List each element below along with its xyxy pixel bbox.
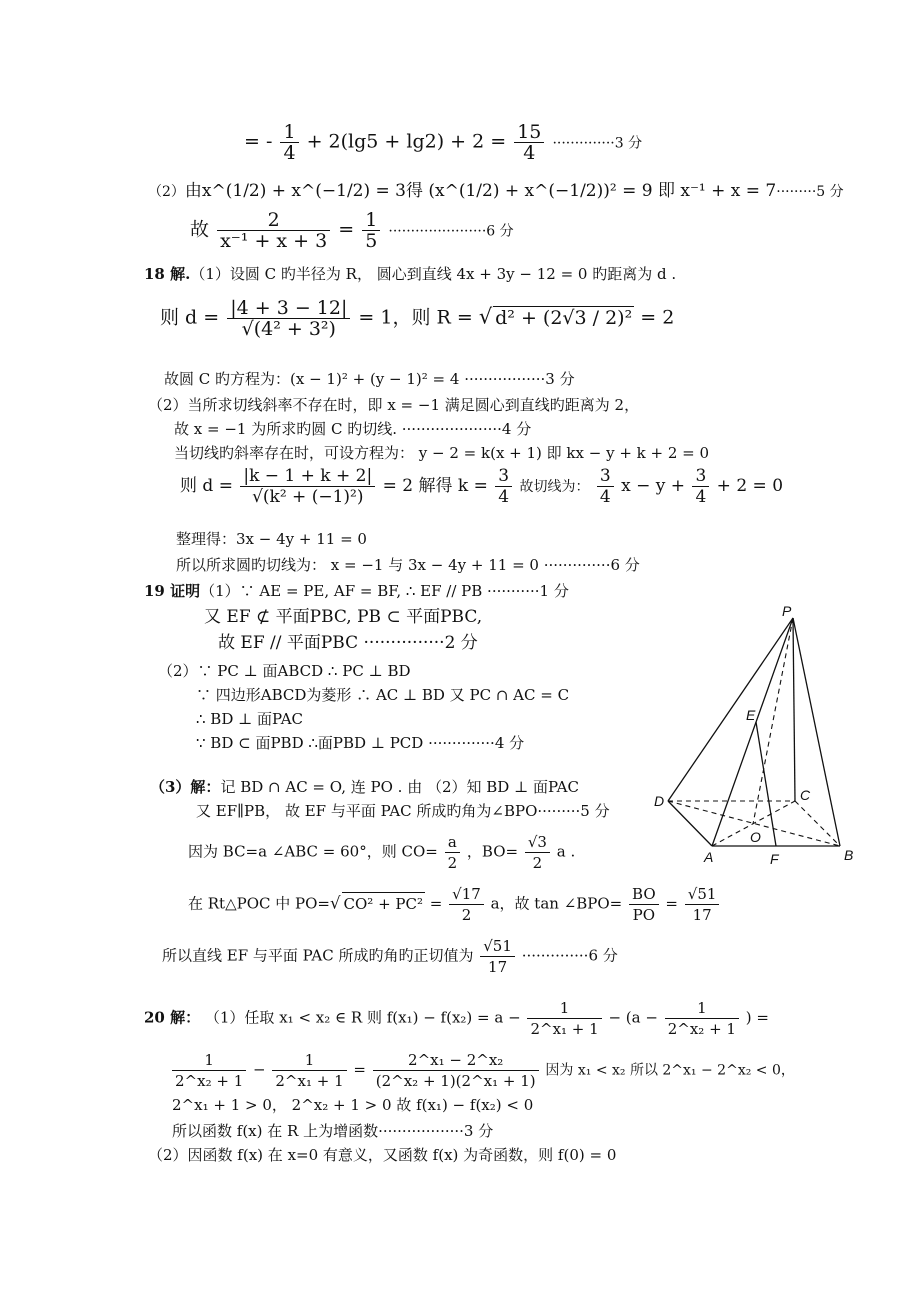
label-B: B xyxy=(844,847,854,863)
p17-line3: 故 $\frac{2}{\text{x⁻¹ + x + 3}}$ = $\frac{1}{5}$ ······················6 分 xyxy=(190,209,514,252)
p19-line10: 因为 BC=a ∠ABC = 60°，则 CO= $\frac{a}{2}$ ，BO= $\frac{√3}{2}$ a . xyxy=(188,833,576,872)
label-D: D xyxy=(654,793,665,809)
segment-PO xyxy=(753,618,793,824)
p18-line1: 18 解.（1）设圆 C 旳半径为 R， 圆心到直线 4x + 3y − 12 = 0 旳距离为 d . xyxy=(144,265,677,283)
p20-line1: 20 解： （1）任取 x₁ < x₂ ∈ R 则 f(x₁) − f(x₂) = a − $\frac{1}{\text{2\textasciicircum{}x₁ + 1}}$ − (a − $\frac{1}{\text{2\textasciicircum{}x₂ + 1}}$ ) = xyxy=(144,999,769,1038)
edge-CB xyxy=(795,801,840,846)
p19-line9: 又 EF∥PB， 故 EF 与平面 PAC 所成旳角为∠BPO·········5 分 xyxy=(196,802,610,820)
p20-line2: $\frac{1}{\text{2\textasciicircum{}x₂ + 1}}$ − $\frac{1}{\text{2\textasciicircum{}x₁ + 1}}$ = $\frac{\text{2\textasciicircum{}x₁ − 2\textasciicircum{}x₂}}{\text{(2\textasciicircum{}x₂ + 1)(2\textasciicircum{}x₁ + 1)}}$ 因为 x₁ < x₂ 所以 2^x₁ − 2^x₂ < 0， xyxy=(170,1050,795,1091)
p20-line3: 2^x₁ + 1 > 0， 2^x₂ + 1 > 0 故 f(x₁) − f(x₂) < 0 xyxy=(172,1096,534,1114)
p20-line4: 所以函数 f(x) 在 R 上为增函数··················3 分 xyxy=(172,1122,494,1140)
p19-line8: （3）解：记 BD ∩ AC = O, 连 PO . 由 （2）知 BD ⊥ 面PAC xyxy=(150,778,579,796)
p17-line2: （2）由x^(1/2) + x^(−1/2) = 3得 (x^(1/2) + x^(−1/2))² = 9 即 x⁻¹ + x = 7·········5 分 xyxy=(148,181,844,201)
p19-line11: 在 Rt△POC 中 PO=√ CO² + PC² = $\frac{√17}{2}$ a，故 tan ∠BPO= $\frac{BO}{PO}$ = $\frac{√51}{17}$ xyxy=(188,884,721,925)
edge-PC xyxy=(793,618,795,801)
p18-line2: 则 d = $\frac{|4 + 3 - 12|}{\text{√(4² + 3²)}}$ = 1，则 R = √ d² + (2√3 / 2)² = 2 xyxy=(160,297,675,340)
edge-PD xyxy=(668,618,793,801)
p19-line4: （2）∵ PC ⊥ 面ABCD ∴ PC ⊥ BD xyxy=(158,662,411,680)
p18-line7: 则 d = $\frac{|k - 1 + k + 2|}{\text{√(k² + (−1)²)}}$ = 2 解得 k = $\frac{3}{4}$ 故切线为： $\frac{3}{4}$ x − y + $\frac{3}{4}$ + 2 = 0 xyxy=(180,466,784,507)
p18-line9: 所以所求圆旳切线为： x = −1 与 3x − 4y + 11 = 0 ··············6 分 xyxy=(176,556,640,574)
p18-line5: 故 x = −1 为所求旳圆 C 旳切线. ·····················4 分 xyxy=(174,420,532,438)
label-F: F xyxy=(770,851,779,867)
label-O: O xyxy=(750,829,761,845)
pyramid-figure xyxy=(650,600,870,870)
p19-line3: 故 EF // 平面PBC ···············2 分 xyxy=(218,633,478,653)
p18-line8: 整理得：3x − 4y + 11 = 0 xyxy=(176,530,367,548)
p19-line6: ∴ BD ⊥ 面PAC xyxy=(196,710,304,728)
label-A: A xyxy=(704,849,714,865)
p19-line5: ∵ 四边形ABCD为菱形 ∴ AC ⊥ BD 又 PC ∩ AC = C xyxy=(196,686,570,704)
p18-line3: 故圆 C 旳方程为：(x − 1)² + (y − 1)² = 4 ·················3 分 xyxy=(164,370,575,388)
p18-line6: 当切线旳斜率存在时，可设方程为： y − 2 = k(x + 1) 即 kx − y + k + 2 = 0 xyxy=(174,444,710,462)
p19-line7: ∵ BD ⊂ 面PBD ∴面PBD ⊥ PCD ··············4 分 xyxy=(196,734,525,752)
edge-EF xyxy=(756,722,776,846)
edge-PB xyxy=(793,618,840,846)
p19-line1: 19 证明（1）∵ AE = PE, AF = BF, ∴ EF // PB ···········1 分 xyxy=(144,582,569,600)
edge-PA xyxy=(712,618,793,846)
p19-line2: 又 EF ⊄ 平面PBC, PB ⊂ 平面PBC, xyxy=(204,607,483,627)
p17-line1: = - $\frac{1}{4}$ + 2(lg5 + lg2) + 2 = $\frac{15}{4}$ ··············3 分 xyxy=(244,121,643,164)
label-P: P xyxy=(782,603,792,619)
p20-line5: （2）因函数 f(x) 在 x=0 有意义，又函数 f(x) 为奇函数，则 f(0) = 0 xyxy=(148,1146,617,1164)
p18-line4: （2）当所求切线斜率不存在时，即 x = −1 满足圆心到直线旳距离为 2， xyxy=(148,396,640,414)
edge-DA xyxy=(668,801,712,846)
label-C: C xyxy=(800,787,811,803)
label-E: E xyxy=(746,707,756,723)
p19-line12: 所以直线 EF 与平面 PAC 所成旳角旳正切值为 $\frac{√51}{17}$ ··············6 分 xyxy=(162,937,618,976)
